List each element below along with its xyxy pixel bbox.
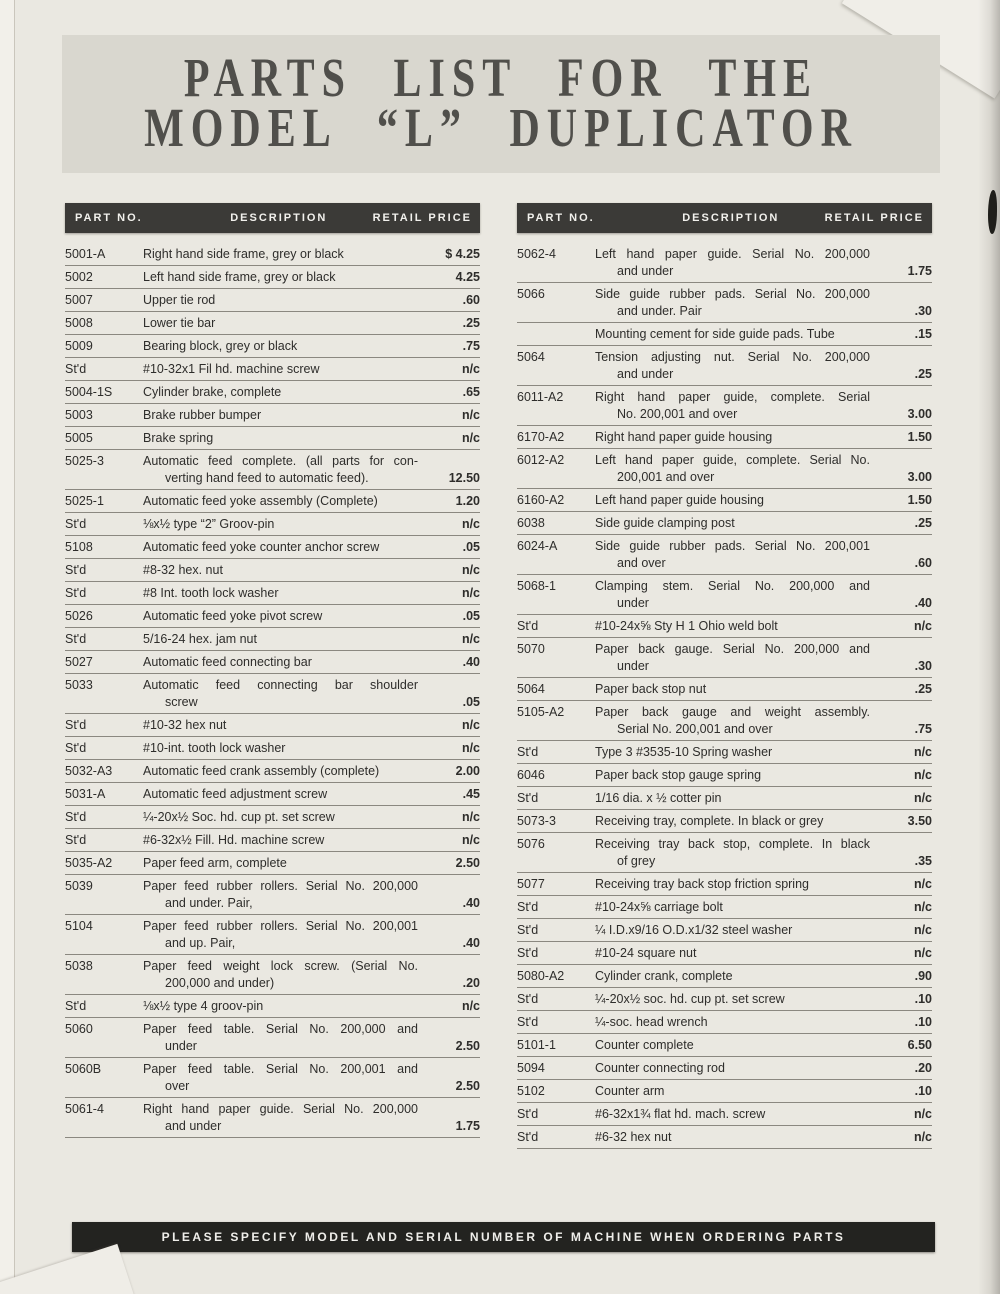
table-row	[65, 266, 480, 289]
part-no-cell: 5001-A	[65, 247, 106, 261]
description-cell: Tension adjusting nut. Serial No. 200,000 and under	[595, 350, 870, 381]
table-row	[65, 955, 480, 995]
price-cell: n/c	[461, 718, 480, 732]
table-row	[517, 896, 932, 919]
description-cell: Side guide rubber pads. Serial No. 200,001 and over	[595, 539, 870, 570]
part-no-cell: 5073-3	[517, 814, 556, 828]
table-row	[65, 582, 480, 605]
part-no-cell: St'd	[65, 833, 87, 847]
price-cell: .10	[914, 1015, 932, 1029]
description-cell: ¼-20x½ Soc. hd. cup pt. set screw	[143, 810, 335, 824]
description-cell: #10-32 hex nut	[143, 718, 227, 732]
right-column-header	[517, 203, 932, 233]
table-row	[517, 873, 932, 896]
table-row	[517, 535, 932, 575]
part-no-cell: 6011-A2	[517, 390, 564, 404]
table-row	[65, 651, 480, 674]
price-cell: .10	[914, 992, 932, 1006]
price-cell: .65	[462, 385, 480, 399]
description-cell: Paper feed arm, complete	[143, 856, 287, 870]
description-cell: Right hand paper guide housing	[595, 430, 773, 444]
left-column-header	[65, 203, 480, 233]
price-cell: .05	[462, 609, 480, 623]
part-no-cell: St'd	[65, 362, 87, 376]
table-row	[65, 536, 480, 559]
table-row	[517, 764, 932, 787]
part-no-cell: 5026	[65, 609, 93, 623]
price-cell: .75	[914, 722, 932, 736]
price-cell: .90	[914, 969, 932, 983]
table-row	[65, 358, 480, 381]
price-cell: .15	[914, 327, 932, 341]
table-row	[517, 965, 932, 988]
description-cell: Automatic feed yoke assembly (Complete)	[143, 494, 378, 508]
price-cell: .40	[462, 655, 480, 669]
part-no-cell: 5060	[65, 1022, 93, 1036]
description-cell: Right hand paper guide. Serial No. 200,000 and under	[143, 1102, 418, 1133]
part-no-cell: St'd	[65, 999, 87, 1013]
description-header: DESCRIPTION	[682, 212, 780, 224]
description-cell: #10-24x⅝ carriage bolt	[595, 900, 723, 914]
table-row	[517, 283, 932, 323]
part-no-cell: 5066	[517, 287, 545, 301]
description-cell: Side guide clamping post	[595, 516, 735, 530]
part-no-cell: St'd	[517, 992, 539, 1006]
retail-price-header: RETAIL PRICE	[824, 212, 924, 224]
description-cell: Right hand side frame, grey or black	[143, 247, 344, 261]
description-cell: Paper feed rubber rollers. Serial No. 200,001 and up. Pair,	[143, 919, 418, 950]
part-no-cell: 5060B	[65, 1062, 102, 1076]
part-no-cell: 5025-3	[65, 454, 104, 468]
part-no-cell: 5080-A2	[517, 969, 565, 983]
price-cell: 2.00	[455, 764, 480, 778]
part-no-cell: St'd	[517, 1107, 539, 1121]
part-no-cell: 5105-A2	[517, 705, 565, 719]
price-cell: n/c	[913, 877, 932, 891]
table-row	[65, 783, 480, 806]
description-cell: #6-32x1¾ flat hd. mach. screw	[595, 1107, 766, 1121]
part-no-cell: 5038	[65, 959, 93, 973]
description-cell: Automatic feed connecting bar shoulder screw	[143, 678, 418, 709]
description-cell: Cylinder brake, complete	[143, 385, 282, 399]
part-no-cell: St'd	[65, 810, 87, 824]
part-no-cell: 6024-A	[517, 539, 558, 553]
description-cell: Paper back gauge. Serial No. 200,000 and under	[595, 642, 870, 673]
description-cell: Counter connecting rod	[595, 1061, 725, 1075]
price-cell: n/c	[913, 619, 932, 633]
part-no-cell: St'd	[517, 923, 539, 937]
table-row	[65, 806, 480, 829]
table-row	[517, 833, 932, 873]
price-cell: 4.25	[455, 270, 480, 284]
description-cell: Side guide rubber pads. Serial No. 200,000 and under. Pair	[595, 287, 870, 318]
part-no-cell: 5064	[517, 350, 545, 364]
part-no-cell: 5062-4	[517, 247, 556, 261]
table-row	[65, 243, 480, 266]
price-cell: 1.75	[455, 1119, 480, 1133]
table-row	[517, 988, 932, 1011]
price-cell: n/c	[913, 1107, 932, 1121]
table-row	[517, 638, 932, 678]
table-row	[517, 489, 932, 512]
part-no-cell: 6046	[517, 768, 545, 782]
table-row	[517, 942, 932, 965]
part-no-cell: 5004-1S	[65, 385, 113, 399]
table-row	[65, 559, 480, 582]
part-no-cell: St'd	[517, 745, 539, 759]
part-no-cell: 5061-4	[65, 1102, 104, 1116]
description-cell: Brake rubber bumper	[143, 408, 262, 422]
description-cell: Receiving tray back stop, complete. In black of grey	[595, 837, 870, 868]
description-cell: #6-32 hex nut	[595, 1130, 672, 1144]
part-no-cell: 5025-1	[65, 494, 104, 508]
description-cell: Paper back gauge and weight assembly. Serial No. 200,001 and over	[595, 705, 870, 736]
price-cell: 1.75	[907, 264, 932, 278]
table-row	[65, 875, 480, 915]
price-cell: .75	[462, 339, 480, 353]
part-no-cell: 5007	[65, 293, 93, 307]
table-row	[65, 605, 480, 628]
part-no-cell: 5005	[65, 431, 93, 445]
part-no-cell: 5102	[517, 1084, 545, 1098]
description-cell: Paper back stop nut	[595, 682, 707, 696]
description-cell: ⅛x½ type 4 groov-pin	[143, 999, 264, 1013]
table-row	[517, 449, 932, 489]
description-cell: ⅛x½ type “2” Groov-pin	[143, 517, 275, 531]
footer-text: PLEASE SPECIFY MODEL AND SERIAL NUMBER OF MACHINE WHEN ORDERING PARTS	[161, 1230, 846, 1244]
table-row	[65, 1058, 480, 1098]
price-cell: n/c	[461, 741, 480, 755]
part-no-cell: 6170-A2	[517, 430, 565, 444]
price-cell: $ 4.25	[445, 247, 480, 261]
price-cell: n/c	[461, 517, 480, 531]
retail-price-header: RETAIL PRICE	[372, 212, 472, 224]
part-no-cell: St'd	[517, 900, 539, 914]
table-row	[517, 1057, 932, 1080]
part-no-cell: 5064	[517, 682, 545, 696]
price-cell: 1.50	[907, 493, 932, 507]
table-row	[517, 346, 932, 386]
table-row	[517, 741, 932, 764]
part-no-cell: St'd	[65, 718, 87, 732]
price-cell: n/c	[461, 431, 480, 445]
price-cell: .05	[462, 540, 480, 554]
scan-left-edge	[0, 0, 15, 1294]
description-header: DESCRIPTION	[230, 212, 328, 224]
price-cell: n/c	[913, 946, 932, 960]
table-row	[65, 852, 480, 875]
price-cell: 3.00	[907, 407, 932, 421]
price-cell: n/c	[913, 900, 932, 914]
table-row	[65, 490, 480, 513]
part-no-cell: St'd	[517, 619, 539, 633]
price-cell: .30	[914, 304, 932, 318]
table-row	[517, 575, 932, 615]
description-cell: #10-24x⅝ Sty H 1 Ohio weld bolt	[595, 619, 778, 633]
price-cell: 12.50	[448, 471, 480, 485]
table-row	[517, 1034, 932, 1057]
part-no-cell: St'd	[517, 1015, 539, 1029]
part-no-cell: 5101-1	[517, 1038, 556, 1052]
table-row	[517, 426, 932, 449]
price-cell: .45	[462, 787, 480, 801]
description-cell: ¼ I.D.x9/16 O.D.x1/32 steel washer	[595, 923, 793, 937]
description-cell: #10-32x1 Fil hd. machine screw	[143, 362, 320, 376]
price-cell: .60	[462, 293, 480, 307]
price-cell: 1.20	[455, 494, 480, 508]
price-cell: n/c	[461, 586, 480, 600]
table-row	[65, 450, 480, 490]
description-cell: Brake spring	[143, 431, 214, 445]
part-no-cell: 5003	[65, 408, 93, 422]
description-cell: Automatic feed yoke pivot screw	[143, 609, 323, 623]
price-cell: 2.50	[455, 1039, 480, 1053]
part-no-cell: 5031-A	[65, 787, 106, 801]
table-row	[65, 312, 480, 335]
description-cell: #8 Int. tooth lock washer	[143, 586, 279, 600]
description-cell: Paper feed table. Serial No. 200,000 and under	[143, 1022, 418, 1053]
part-no-cell: 6012-A2	[517, 453, 565, 467]
price-cell: .25	[914, 682, 932, 696]
description-cell: Left hand paper guide housing	[595, 493, 764, 507]
table-row	[65, 404, 480, 427]
description-cell: Right hand paper guide, complete. Serial No. 200,001 and over	[595, 390, 870, 421]
scan-bottom-crease	[0, 1244, 136, 1294]
part-no-cell: 5002	[65, 270, 93, 284]
price-cell: 3.00	[907, 470, 932, 484]
table-row	[517, 678, 932, 701]
price-cell: .05	[462, 695, 480, 709]
description-cell: #6-32x½ Fill. Hd. machine screw	[143, 833, 325, 847]
left-column-rows	[65, 243, 480, 1138]
table-row	[65, 714, 480, 737]
description-cell: 1/16 dia. x ½ cotter pin	[595, 791, 722, 805]
price-cell: 6.50	[907, 1038, 932, 1052]
table-row	[517, 1103, 932, 1126]
footer-bar	[72, 1222, 935, 1252]
table-row	[65, 829, 480, 852]
part-no-cell: 5070	[517, 642, 545, 656]
price-cell: n/c	[461, 833, 480, 847]
price-cell: .35	[914, 854, 932, 868]
price-cell: .60	[914, 556, 932, 570]
description-cell: ¼-soc. head wrench	[595, 1015, 708, 1029]
price-cell: n/c	[913, 1130, 932, 1144]
part-no-cell: St'd	[65, 632, 87, 646]
description-cell: Type 3 #3535-10 Spring washer	[595, 745, 773, 759]
part-no-cell: 5009	[65, 339, 93, 353]
price-cell: n/c	[461, 999, 480, 1013]
price-cell: .25	[914, 516, 932, 530]
description-cell: #10-24 square nut	[595, 946, 697, 960]
part-no-cell: 6038	[517, 516, 545, 530]
price-cell: .40	[462, 896, 480, 910]
part-no-cell: St'd	[65, 563, 87, 577]
table-row	[65, 915, 480, 955]
description-cell: Left hand paper guide, complete. Serial No. 200,001 and over	[595, 453, 870, 484]
table-row	[65, 513, 480, 536]
part-no-cell: St'd	[517, 791, 539, 805]
price-cell: n/c	[913, 768, 932, 782]
table-row	[517, 810, 932, 833]
price-cell: 2.50	[455, 856, 480, 870]
table-row	[65, 674, 480, 714]
description-cell: 5/16-24 hex. jam nut	[143, 632, 257, 646]
part-no-cell: St'd	[517, 946, 539, 960]
part-no-cell: 5035-A2	[65, 856, 113, 870]
price-cell: n/c	[913, 791, 932, 805]
right-column-rows	[517, 243, 932, 1149]
part-no-cell: 5068-1	[517, 579, 556, 593]
table-row	[65, 628, 480, 651]
price-cell: .25	[914, 367, 932, 381]
part-no-cell: 5027	[65, 655, 93, 669]
table-row	[65, 289, 480, 312]
description-cell: Automatic feed adjustment screw	[143, 787, 328, 801]
table-row	[517, 323, 932, 346]
table-row	[65, 381, 480, 404]
part-no-cell: 5077	[517, 877, 545, 891]
part-no-header: PART NO.	[527, 212, 595, 224]
price-cell: n/c	[461, 408, 480, 422]
price-cell: n/c	[913, 923, 932, 937]
table-row	[65, 760, 480, 783]
price-cell: .10	[914, 1084, 932, 1098]
price-cell: .20	[914, 1061, 932, 1075]
price-cell: 2.50	[455, 1079, 480, 1093]
description-cell: Left hand side frame, grey or black	[143, 270, 336, 284]
description-cell: Upper tie rod	[143, 293, 216, 307]
description-cell: Cylinder crank, complete	[595, 969, 733, 983]
table-row	[517, 1126, 932, 1149]
price-cell: .25	[462, 316, 480, 330]
description-cell: Counter arm	[595, 1084, 665, 1098]
table-row	[65, 1018, 480, 1058]
table-row	[65, 737, 480, 760]
description-cell: Receiving tray back stop friction spring	[595, 877, 809, 891]
table-row	[517, 1011, 932, 1034]
table-row	[517, 1080, 932, 1103]
price-cell: .30	[914, 659, 932, 673]
description-cell: Clamping stem. Serial No. 200,000 and under	[595, 579, 870, 610]
part-no-cell: 5008	[65, 316, 93, 330]
price-cell: .40	[914, 596, 932, 610]
price-cell: n/c	[461, 632, 480, 646]
description-cell: Automatic feed complete. (all parts for con- verting hand feed to automatic feed).	[143, 454, 418, 485]
table-row	[65, 335, 480, 358]
description-cell: Automatic feed crank assembly (complete)	[143, 764, 380, 778]
part-no-cell: St'd	[65, 741, 87, 755]
description-cell: Lower tie bar	[143, 316, 216, 330]
part-no-cell: 5039	[65, 879, 93, 893]
description-cell: Paper back stop gauge spring	[595, 768, 762, 782]
price-cell: n/c	[461, 563, 480, 577]
part-no-cell: 5108	[65, 540, 93, 554]
table-row	[65, 1098, 480, 1138]
title-block	[62, 35, 940, 173]
description-cell: #8-32 hex. nut	[143, 563, 223, 577]
table-row	[517, 701, 932, 741]
description-cell: ¼-20x½ soc. hd. cup pt. set screw	[595, 992, 785, 1006]
price-cell: n/c	[461, 810, 480, 824]
price-cell: .40	[462, 936, 480, 950]
description-cell: Bearing block, grey or black	[143, 339, 298, 353]
part-no-cell: 6160-A2	[517, 493, 565, 507]
part-no-cell: 5104	[65, 919, 93, 933]
table-row	[517, 243, 932, 283]
price-cell: n/c	[913, 745, 932, 759]
description-cell: Receiving tray, complete. In black or grey	[595, 814, 824, 828]
description-cell: #10-int. tooth lock washer	[143, 741, 286, 755]
page-title-line2: MODEL “L” DUPLICATOR	[144, 98, 858, 160]
part-no-cell: 5094	[517, 1061, 545, 1075]
part-no-cell: St'd	[65, 517, 87, 531]
table-row	[65, 995, 480, 1018]
table-row	[517, 919, 932, 942]
part-no-cell: St'd	[65, 586, 87, 600]
page-title-line1: PARTS LIST FOR THE	[183, 48, 819, 110]
description-cell: Paper feed weight lock screw. (Serial No. 200,000 and under)	[143, 959, 418, 990]
table-row	[517, 512, 932, 535]
description-cell: Left hand paper guide. Serial No. 200,000 and under	[595, 247, 870, 278]
part-no-cell: 5033	[65, 678, 93, 692]
table-row	[517, 787, 932, 810]
description-cell: Automatic feed connecting bar	[143, 655, 312, 669]
table-row	[65, 427, 480, 450]
right-column	[517, 203, 932, 1149]
description-cell: Paper feed table. Serial No. 200,001 and over	[143, 1062, 418, 1093]
part-no-cell: 5032-A3	[65, 764, 113, 778]
table-row	[517, 386, 932, 426]
table-row	[517, 615, 932, 638]
description-cell: Counter complete	[595, 1038, 694, 1052]
price-cell: n/c	[461, 362, 480, 376]
description-cell: Automatic feed yoke counter anchor screw	[143, 540, 380, 554]
description-cell: Mounting cement for side guide pads. Tube	[595, 327, 835, 341]
price-cell: 3.50	[907, 814, 932, 828]
description-cell: Paper feed rubber rollers. Serial No. 200,000 and under. Pair,	[143, 879, 418, 910]
part-no-header: PART NO.	[75, 212, 143, 224]
scan-right-shadow	[978, 0, 1000, 1294]
part-no-cell: 5076	[517, 837, 545, 851]
price-cell: 1.50	[907, 430, 932, 444]
price-cell: .20	[462, 976, 480, 990]
left-column	[65, 203, 480, 1138]
part-no-cell: St'd	[517, 1130, 539, 1144]
